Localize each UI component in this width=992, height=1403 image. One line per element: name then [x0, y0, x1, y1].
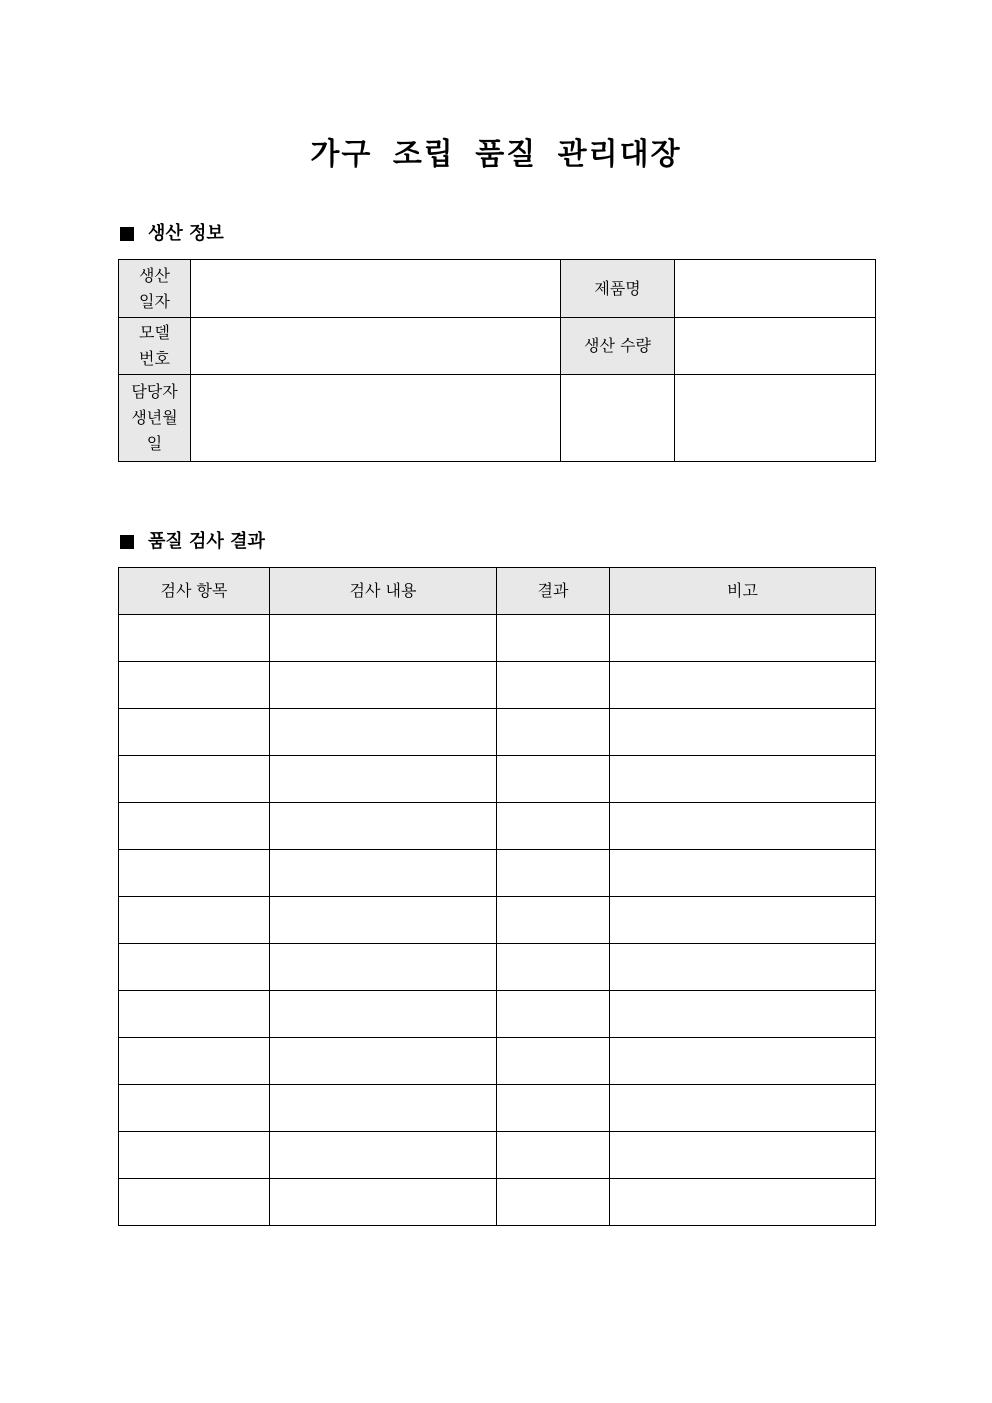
- result-cell[interactable]: [497, 897, 610, 944]
- remarks-cell[interactable]: [610, 944, 876, 991]
- inspection-content-cell[interactable]: [270, 803, 497, 850]
- inspection-item-cell[interactable]: [119, 1085, 270, 1132]
- quality-inspection-table: [118, 567, 876, 1226]
- column-header-remarks: 비고: [610, 568, 876, 615]
- column-header-inspection-item: 검사 항목: [119, 568, 270, 615]
- table-row: [119, 615, 876, 662]
- section-heading-quality-inspection: [118, 529, 265, 555]
- result-cell[interactable]: [497, 709, 610, 756]
- inspection-content-cell[interactable]: [270, 1132, 497, 1179]
- table-row: [119, 756, 876, 803]
- inspection-content-cell[interactable]: [270, 709, 497, 756]
- table-row: [119, 1179, 876, 1226]
- inspection-content-cell[interactable]: [270, 991, 497, 1038]
- column-header-result: 결과: [497, 568, 610, 615]
- production-info-table: [118, 259, 876, 462]
- inspection-content-cell[interactable]: [270, 756, 497, 803]
- inspection-item-cell[interactable]: [119, 1132, 270, 1179]
- table-row: [119, 1132, 876, 1179]
- extra-label-field[interactable]: [561, 375, 675, 462]
- inspection-item-cell[interactable]: [119, 897, 270, 944]
- inspection-item-cell[interactable]: [119, 709, 270, 756]
- table-row: [119, 803, 876, 850]
- remarks-cell[interactable]: [610, 991, 876, 1038]
- square-bullet-icon: [120, 535, 134, 549]
- result-cell[interactable]: [497, 756, 610, 803]
- result-cell[interactable]: [497, 991, 610, 1038]
- label-manager-birthdate: 담당자 생년월 일: [119, 375, 191, 462]
- table-row: [119, 662, 876, 709]
- result-cell[interactable]: [497, 803, 610, 850]
- table-row: [119, 850, 876, 897]
- model-number-field[interactable]: [191, 318, 561, 375]
- page-title: 가구 조립 품질 관리대장: [310, 137, 682, 172]
- manager-birthdate-field[interactable]: [191, 375, 561, 462]
- inspection-content-cell[interactable]: [270, 1038, 497, 1085]
- table-row: [119, 375, 876, 462]
- remarks-cell[interactable]: [610, 615, 876, 662]
- remarks-cell[interactable]: [610, 709, 876, 756]
- result-cell[interactable]: [497, 662, 610, 709]
- table-row: [119, 260, 876, 318]
- inspection-content-cell[interactable]: [270, 850, 497, 897]
- inspection-item-cell[interactable]: [119, 1038, 270, 1085]
- production-quantity-field[interactable]: [675, 318, 876, 375]
- inspection-content-cell[interactable]: [270, 1085, 497, 1132]
- inspection-content-cell[interactable]: [270, 615, 497, 662]
- remarks-cell[interactable]: [610, 803, 876, 850]
- inspection-item-cell[interactable]: [119, 662, 270, 709]
- table-row: [119, 1085, 876, 1132]
- remarks-cell[interactable]: [610, 1085, 876, 1132]
- result-cell[interactable]: [497, 850, 610, 897]
- label-production-quantity: 생산 수량: [561, 318, 675, 375]
- label-model-number: 모델 번호: [119, 318, 191, 375]
- inspection-content-cell[interactable]: [270, 897, 497, 944]
- extra-value-field[interactable]: [675, 375, 876, 462]
- result-cell[interactable]: [497, 1085, 610, 1132]
- production-date-field[interactable]: [191, 260, 561, 318]
- remarks-cell[interactable]: [610, 756, 876, 803]
- remarks-cell[interactable]: [610, 850, 876, 897]
- inspection-item-cell[interactable]: [119, 803, 270, 850]
- remarks-cell[interactable]: [610, 1179, 876, 1226]
- label-product-name: 제품명: [561, 260, 675, 318]
- quality-inspection-body: [119, 615, 876, 1226]
- inspection-item-cell[interactable]: [119, 756, 270, 803]
- remarks-cell[interactable]: [610, 897, 876, 944]
- section-heading-label: 품질 검사 결과: [148, 531, 265, 552]
- remarks-cell[interactable]: [610, 1038, 876, 1085]
- table-header-row: [119, 568, 876, 615]
- table-row: [119, 944, 876, 991]
- table-row: [119, 318, 876, 375]
- result-cell[interactable]: [497, 1038, 610, 1085]
- table-row: [119, 709, 876, 756]
- result-cell[interactable]: [497, 944, 610, 991]
- inspection-item-cell[interactable]: [119, 1179, 270, 1226]
- table-row: [119, 897, 876, 944]
- table-row: [119, 1038, 876, 1085]
- remarks-cell[interactable]: [610, 662, 876, 709]
- inspection-content-cell[interactable]: [270, 1179, 497, 1226]
- table-row: [119, 991, 876, 1038]
- result-cell[interactable]: [497, 1132, 610, 1179]
- result-cell[interactable]: [497, 1179, 610, 1226]
- inspection-item-cell[interactable]: [119, 991, 270, 1038]
- inspection-content-cell[interactable]: [270, 944, 497, 991]
- remarks-cell[interactable]: [610, 1132, 876, 1179]
- section-heading-label: 생산 정보: [148, 223, 224, 244]
- column-header-inspection-content: 검사 내용: [270, 568, 497, 615]
- inspection-item-cell[interactable]: [119, 944, 270, 991]
- product-name-field[interactable]: [675, 260, 876, 318]
- section-heading-production-info: [118, 221, 224, 247]
- inspection-item-cell[interactable]: [119, 850, 270, 897]
- inspection-content-cell[interactable]: [270, 662, 497, 709]
- inspection-item-cell[interactable]: [119, 615, 270, 662]
- label-production-date: 생산 일자: [119, 260, 191, 318]
- result-cell[interactable]: [497, 615, 610, 662]
- square-bullet-icon: [120, 227, 134, 241]
